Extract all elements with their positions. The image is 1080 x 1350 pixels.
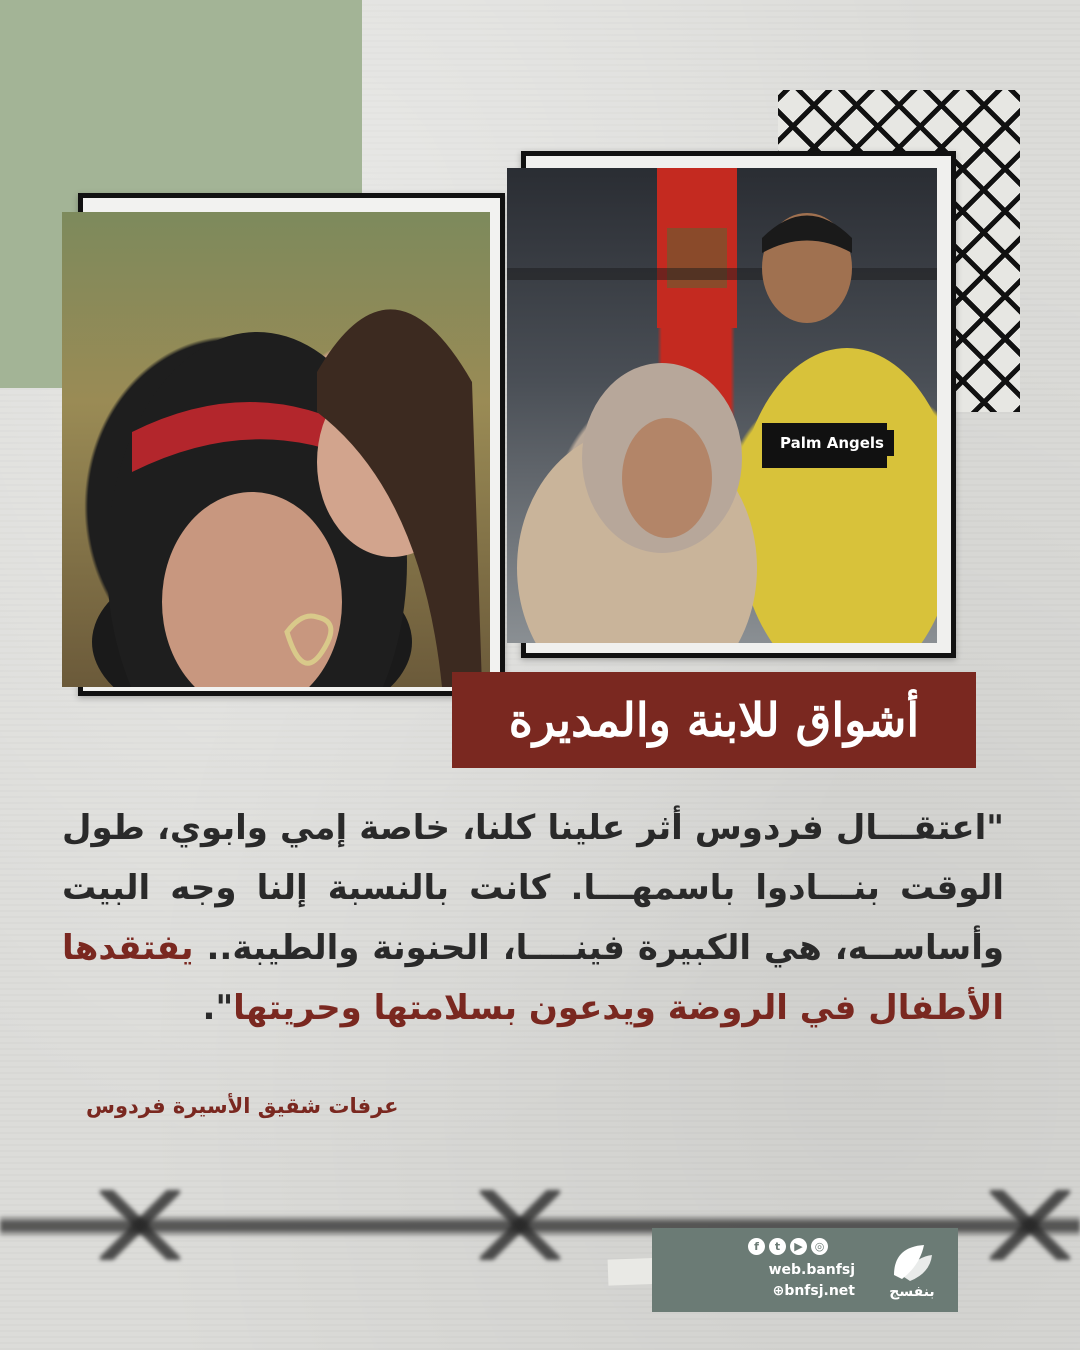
mother-daughter-illustration (62, 212, 490, 687)
shirt-print-label: Palm Angels (770, 430, 894, 456)
social-icons (748, 1238, 828, 1255)
quote-highlight: يفتقدها الأطفال في الروضة ويدعون بسلامتها وحريتها (62, 928, 1004, 1028)
page-title: أشواق للابنة والمديرة (508, 693, 920, 747)
mother-son-illustration (507, 168, 937, 643)
quote-part2: ". (202, 988, 234, 1028)
barbed-wire-knot (990, 1190, 1070, 1260)
website-handle[interactable]: web.banfsj (768, 1262, 855, 1278)
attribution: عرفات شقيق الأسيرة فردوس (86, 1094, 399, 1118)
mother-daughter-photo (62, 212, 490, 687)
domain-text: bnfsj.net (784, 1283, 855, 1299)
barbed-wire-knot (480, 1190, 560, 1260)
barbed-wire-knot (100, 1190, 180, 1260)
logo-text: بنفسج (889, 1284, 935, 1300)
title-banner (452, 672, 976, 768)
mother-son-photo (507, 168, 937, 643)
quote-part1: "اعتقـــال فردوس أثر علينا كلنا، خاصة إمي وابوي، طول الوقت بنـــادوا باسمهـــا. كانت بالنسبة إلنا وجه البيت وأساســه، هي الكبيرة فينــــا، الحنونة والطيبة.. (62, 808, 1004, 968)
quote-text (62, 798, 1004, 1038)
instagram-icon[interactable]: ◎ (811, 1238, 828, 1255)
globe-icon: ⊕ (772, 1283, 785, 1299)
domain-handle[interactable] (745, 1283, 855, 1299)
twitter-icon[interactable]: t (769, 1238, 786, 1255)
youtube-icon[interactable]: ▶ (790, 1238, 807, 1255)
facebook-icon[interactable]: f (748, 1238, 765, 1255)
